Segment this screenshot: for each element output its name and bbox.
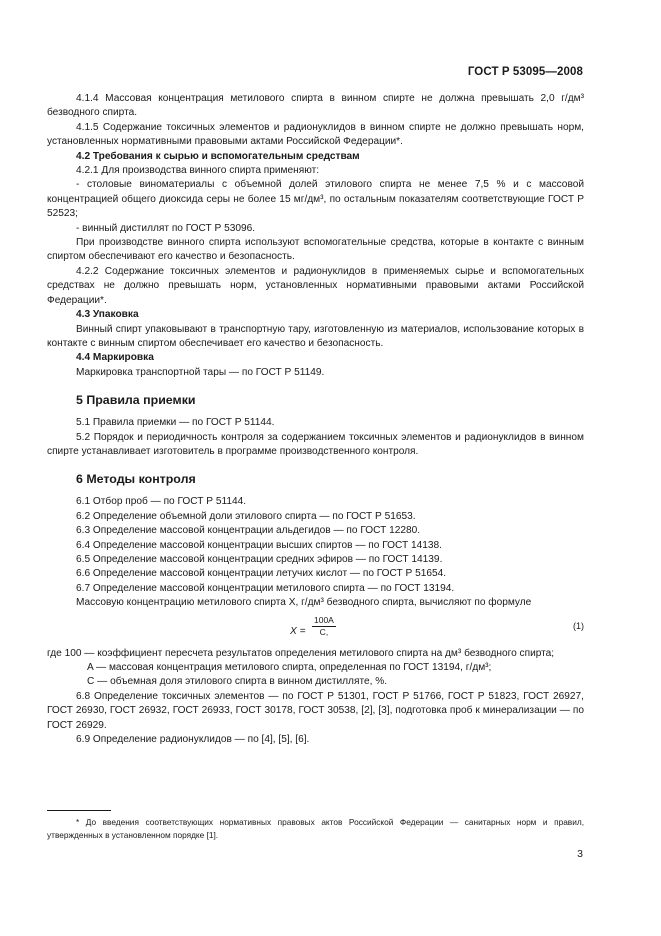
list-item-distillate: - винный дистиллят по ГОСТ Р 53096.	[76, 222, 256, 234]
legend-c: C — объемная доля этилового спирта в винном дистилляте, %.	[87, 676, 388, 688]
clause-6-9: 6.9 Определение радионуклидов — по [4], [5], [6].	[76, 734, 310, 746]
formula-lhs: X =	[290, 625, 306, 637]
clause-6-4: 6.4 Определение массовой концентрации высших спиртов — по ГОСТ 14138.	[76, 539, 442, 551]
clause-6-6: 6.6 Определение массовой концентрации летучих кислот — по ГОСТ Р 51654.	[76, 568, 447, 580]
formula-denominator: C,	[319, 626, 329, 637]
clause-6-8: 6.8 Определение токсичных элементов — по ГОСТ Р 51301, ГОСТ Р 51766, ГОСТ Р 51823, ГОСТ 26927, ГОСТ 26930, ГОСТ 26932, ГОСТ 26933, ГОСТ 30178, ГОСТ 30538, [2], [3], подготовка проб к минерализации — по ГОСТ 26929.	[47, 690, 584, 731]
clause-4-2-1: 4.2.1 Для производства винного спирта применяют:	[76, 165, 320, 177]
footnote-separator	[47, 810, 111, 811]
heading-4-2: 4.2 Требования к сырью и вспомогательным средствам	[76, 150, 360, 162]
document-header: ГОСТ Р 53095—2008	[467, 66, 583, 78]
formula-legend	[47, 647, 584, 690]
clause-4-2-2: 4.2.2 Содержание токсичных элементов и радионуклидов в применяемых сырье и вспомогательных средствах не должно превышать норм, установленных нормативными правовыми актами Российской Федерации*.	[47, 265, 584, 306]
clause-6-2: 6.2 Определение объемной доли этилового спирта — по ГОСТ Р 51653.	[76, 510, 416, 522]
clause-6-5: 6.5 Определение массовой концентрации средних эфиров — по ГОСТ 14139.	[76, 553, 443, 565]
section-5-heading: 5 Правила приемки	[76, 393, 196, 408]
formula-fraction	[312, 615, 336, 638]
list-item-wine-materials: - столовые виноматериалы с объемной долей этилового спирта не менее 7,5 % и с массовой концентрацией общего диоксида серы не более 15 мг/дм³, по остальным показателям соответствующие ГОСТ Р 52523;	[47, 179, 584, 220]
packaging-paragraph: Винный спирт упаковывают в транспортную тару, изготовленную из материалов, использование которых в контакте с винным спиртом обеспечивает его качество и безопасность.	[47, 323, 584, 349]
formula-1	[47, 615, 584, 645]
clause-5-2: 5.2 Порядок и периодичность контроля за содержанием токсичных элементов и радионуклидов в винном спирте устанавливает изготовитель в программе производственного контроля.	[47, 431, 584, 457]
clause-4-1-5: 4.1.5 Содержание токсичных элементов и радионуклидов в винном спирте не должно превышать норм, установленных нормативными правовыми актами Российской Федерации*.	[47, 121, 584, 148]
section-6-heading: 6 Методы контроля	[76, 472, 196, 487]
legend-100: где 100 — коэффициент пересчета результатов определения метилового спирта на дм³ безводного спирта;	[47, 647, 555, 659]
legend-a: A — массовая концентрация метилового спирта, определенная по ГОСТ 13194, г/дм³;	[87, 662, 492, 673]
formula-number: (1)	[573, 620, 584, 631]
formula-numerator: 100A	[314, 614, 334, 625]
clause-6-1: 6.1 Отбор проб — по ГОСТ Р 51144.	[76, 496, 247, 508]
clause-6-3: 6.3 Определение массовой концентрации альдегидов — по ГОСТ 12280.	[76, 525, 421, 537]
footnote: * До введения соответствующих нормативных правовых актов Российской Федерации — санитарных норм и правил, утвержденных в установленном порядке [1].	[47, 817, 584, 840]
clause-6-7: 6.7 Определение массовой концентрации метилового спирта — по ГОСТ 13194.	[76, 582, 455, 594]
heading-4-4: 4.4 Маркировка	[76, 352, 154, 364]
page-number: 3	[577, 848, 583, 860]
heading-4-3: 4.3 Упаковка	[76, 309, 139, 321]
document-body	[47, 92, 584, 747]
clause-5-1: 5.1 Правила приемки — по ГОСТ Р 51144.	[76, 417, 275, 429]
marking-paragraph: Маркировка транспортной тары — по ГОСТ Р 51149.	[76, 366, 325, 378]
clause-4-1-4: 4.1.4 Массовая концентрация метилового спирта в винном спирте не должна превышать 2,0 г/дм³ безводного спирта.	[47, 93, 584, 119]
formula-intro: Массовую концентрацию метилового спирта X, г/дм³ безводного спирта, вычисляют по формуле	[76, 597, 532, 609]
auxiliary-means-paragraph: При производстве винного спирта используют вспомогательные средства, которые в контакте с винным спиртом обеспечивают его качество и безопасность.	[47, 237, 584, 263]
